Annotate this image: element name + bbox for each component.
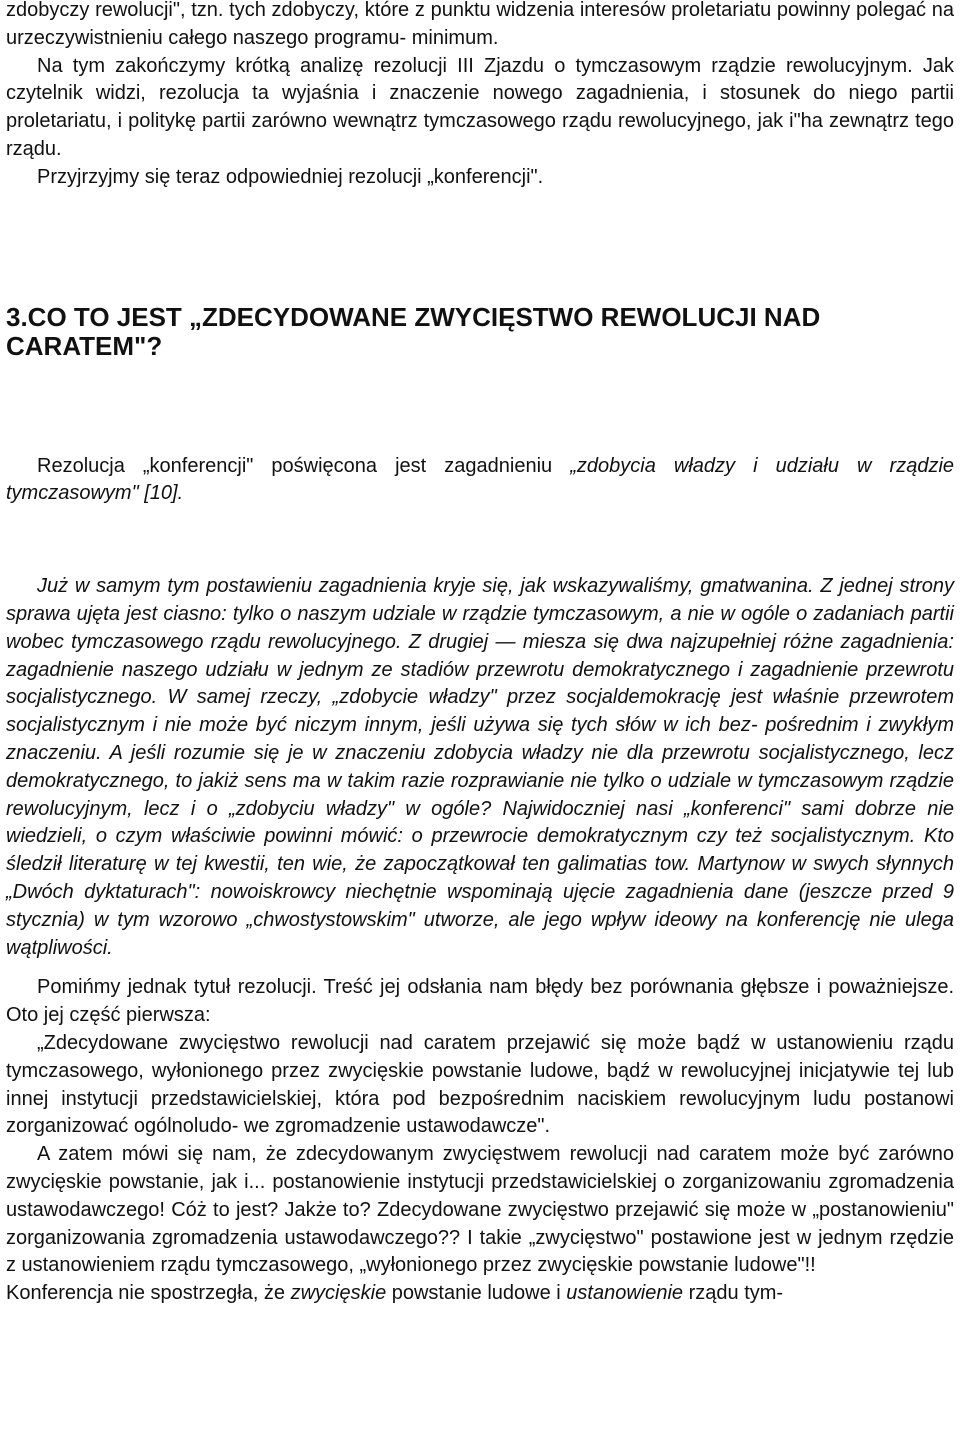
section-heading: 3.CO TO JEST „ZDECYDOWANE ZWYCIĘSTWO REWOLUCJI NAD CARATEM"? <box>6 301 821 361</box>
paragraph-title-omit: Pomińmy jednak tytuł rezolucji. Treść jej odsłania nam błędy bez porównania głębsze i poważniejsze. Oto jej część pierwsza: <box>6 976 954 1027</box>
document-page <box>6 0 954 1308</box>
paragraph-continuation: zdobyczy rewolucji", tzn. tych zdobyczy, które z punktu widzenia interesów proletariatu powinny polegać na urzeczywistnieniu całego naszego programu- minimum. <box>6 0 954 49</box>
paragraph-argument: A zatem mówi się nam, że zdecydowanym zwycięstwem rewolucji nad caratem może być zarówno zwycięskie powstanie, jak i... postanowienie instytucji przedstawicielskiej o zorganizowaniu zgromadzenia ustawodawczego! Cóż to jest? Jakże to? Zdecydowane zwycięstwo przejawić się może w „postanowieniu" zorganizowania zgromadzenia ustawodawczego?? I takie „zwycięstwo" postawione jest w jednym rzędzie z ustanowieniem rządu tymczasowego, „wyłonionego przez zwycięskie powstanie ludowe"!! <box>6 1143 954 1277</box>
resolution-intro-quote: „zdobycia władzy i udziału w rządzie tymczasowym" [10]. <box>6 454 955 505</box>
paragraph-quotation: „Zdecydowane zwycięstwo rewolucji nad caratem przejawić się może bądź w ustanowieniu rządu tymczasowego, wyłonionego przez zwycięskie powstanie ludowe, bądź w rewolucyjnej inicjatywie tej lub innej instytucji przedstawicielskiej, która pod bezpośrednim naciskiem rewolucyjnym ludu postanowi zorganizować ogólnoludo- we zgromadzenie ustawodawcze". <box>6 1031 954 1138</box>
paragraph-resolution-intro <box>6 453 954 509</box>
last-line-part2: zwycięskie <box>290 1282 387 1305</box>
paragraph-last-line <box>6 1280 954 1308</box>
spacer <box>6 192 954 303</box>
paragraph-italic-analysis: Już w samym tym postawieniu zagadnienia kryje się, jak wskazywaliśmy, gmatwanina. Z jednej strony sprawa ujęta jest ciasno: tylko o naszym udziale w rządzie tymczasowym, a nie w ogóle o zadaniach partii wobec tymczasowego rządu rewolucyjnego. Z drugiej — miesza się dwa najzupełniej różne zagadnienia: zagadnienie naszego udziału w jednym ze stadiów przewrotu demokratycznego i zagadnienie przewrotu socjalistycznego. W samej rzeczy, „zdobycie władzy" przez socjaldemokrację jest właśnie przewrotem socjalistycznym i nie może być niczym innym, jeśli używa się tych słów w ich bez- pośrednim i zwykłym znaczeniu. A jeśli rozumie się je w znaczeniu zdobycia władzy nie dla przewrotu socjalistycznego, lecz demokratycznego, to jakiż sens ma w takim razie rozprawianie nie tylko o udziale w tymczasowym rządzie rewolucyjnym, lecz i o „zdobyciu władzy" w ogóle? Najwidoczniej nasi „konferenci" sami dobrze nie wiedzieli, o czym właściwie powinni mówić: o przewrocie demokratycznym czy też socjalistycznym. Kto śledził literaturę w tej kwestii, ten wie, że zapoczątkował ten galimatias tow. Martynow w swych słynnych „Dwóch dyktaturach": nowoiskrowcy niechętnie wspominają ujęcie zagadnienia dane (jeszcze przed 9 stycznia) w tym wzorowo „chwostystowskim" utworze, ale jego wpływ ideowy na konferencję nie ulega wątpliwości. <box>6 575 954 959</box>
resolution-intro-text: Rezolucja „konferencji" poświęcona jest zagadnieniu <box>37 454 571 477</box>
paragraph-transition: Przyjrzyjmy się teraz odpowiedniej rezolucji „konferencji". <box>37 165 544 188</box>
last-line-part5: rządu tym- <box>683 1282 784 1305</box>
last-line-part4: ustanowienie <box>566 1282 684 1305</box>
last-line-part3: powstanie ludowe i <box>386 1282 567 1305</box>
spacer <box>6 361 954 453</box>
last-line-part1: Konferencja nie spostrzegła, że <box>6 1282 291 1305</box>
paragraph-analysis-summary: Na tym zakończymy krótką analizę rezolucji III Zjazdu o tymczasowym rządzie rewolucyjnym. Jak czytelnik widzi, rezolucja ta wyjaśnia i znaczenie nowego zagadnienia, i stosunek do niego partii proletariatu, i politykę partii zarówno wewnątrz tymczasowego rządu rewolucyjnego, jak i"ha zewnątrz tego rządu. <box>6 54 954 160</box>
spacer <box>6 508 954 573</box>
spacer <box>6 962 954 974</box>
